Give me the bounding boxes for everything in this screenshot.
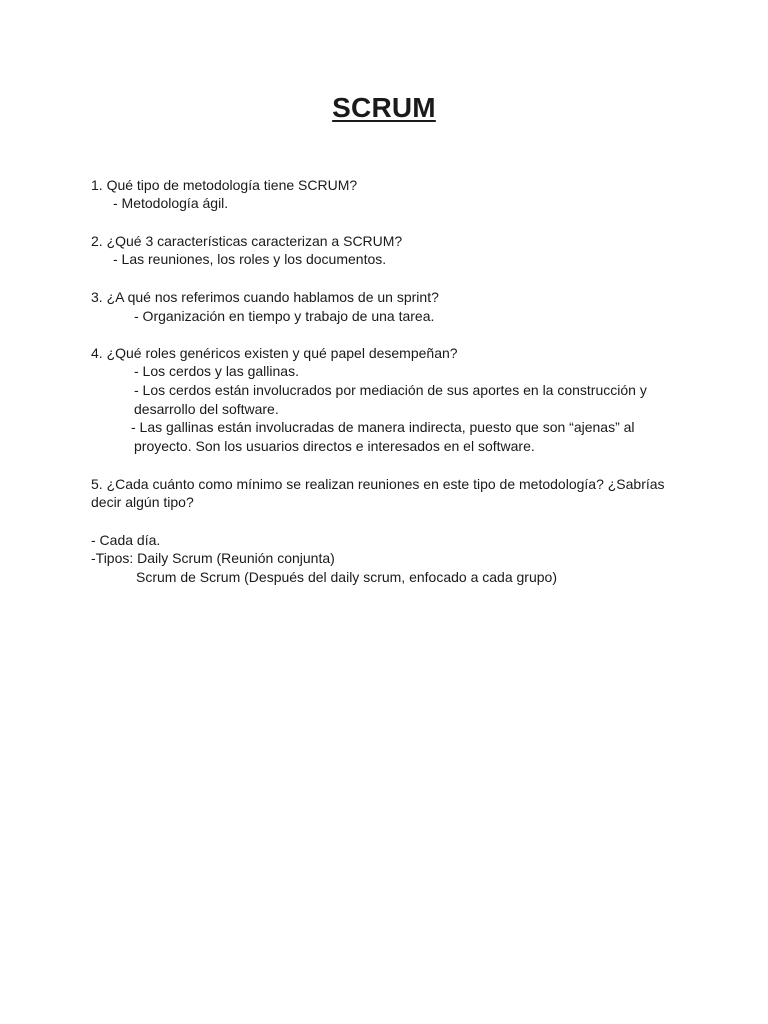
- answer-3: - Organización en tiempo y trabajo de una tarea.: [134, 308, 435, 324]
- answer-5-types-continued: Scrum de Scrum (Después del daily scrum, enfocado a cada grupo): [136, 569, 557, 585]
- question-3: 3. ¿A qué nos referimos cuando hablamos de un sprint?: [91, 289, 439, 305]
- answer-4-bullet-3-continued: proyecto. Son los usuarios directos e interesados en el software.: [134, 438, 535, 454]
- answer-4-bullet-3: - Las gallinas están involucradas de manera indirecta, puesto que son “ajenas” al: [131, 419, 635, 435]
- page-title: SCRUM: [332, 92, 436, 123]
- answer-2: - Las reuniones, los roles y los documentos.: [113, 251, 387, 267]
- answer-4-bullet-2: - Los cerdos están involucrados por mediación de sus aportes en la construcción y: [134, 382, 647, 398]
- answer-5-frequency: - Cada día.: [91, 532, 161, 548]
- question-2: 2. ¿Qué 3 características caracterizan a SCRUM?: [91, 233, 403, 249]
- answer-4-bullet-2-continued: desarrollo del software.: [134, 401, 279, 417]
- question-4: 4. ¿Qué roles genéricos existen y qué papel desempeñan?: [91, 345, 458, 361]
- answer-4-bullet-1: - Los cerdos y las gallinas.: [134, 363, 299, 379]
- question-1: 1. Qué tipo de metodología tiene SCRUM?: [91, 177, 358, 193]
- answer-5-types: -Tipos: Daily Scrum (Reunión conjunta): [91, 550, 335, 566]
- question-5: 5. ¿Cada cuánto como mínimo se realizan reuniones en este tipo de metodología? ¿Sabrías: [91, 476, 665, 492]
- question-5-continued: decir algún tipo?: [91, 494, 194, 510]
- answer-1: - Metodología ágil.: [113, 195, 229, 211]
